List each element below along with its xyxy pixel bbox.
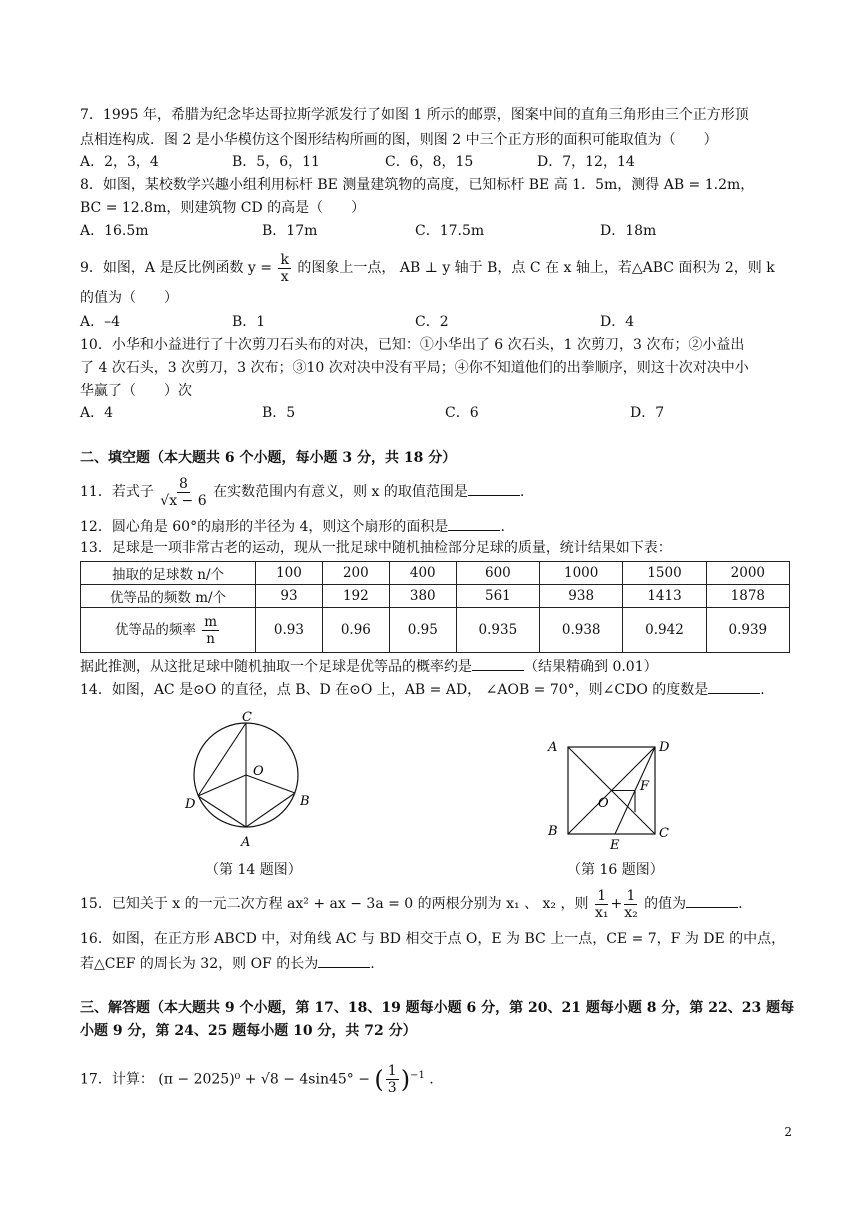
q17-left-paren: ( <box>374 1065 384 1094</box>
q11-frac-num: 8 <box>179 475 188 492</box>
q9-option-b: B．1 <box>232 314 266 330</box>
q7-line2: 点相连构成．图 2 是小华模仿这个图形结构所画的图，则图 2 中三个正方形的面积可能取值为（ ） <box>80 132 718 148</box>
fig16-label-f: F <box>640 779 650 794</box>
table-cell: 0.935 <box>456 608 539 653</box>
section3-heading-line1: 三、解答题（本大题共 9 个小题，第 17、18、19 题每小题 6 分，第 20、21 题每小题 8 分，第 22、23 题每 <box>80 1000 795 1016</box>
table-cell: 1000 <box>540 562 623 585</box>
q16-answer-blank <box>318 953 370 968</box>
table-row-m <box>81 585 790 608</box>
q12-line <box>80 516 505 537</box>
q10-option-b: B．5 <box>262 405 296 421</box>
q12-answer-blank <box>448 516 500 531</box>
table-cell: 0.939 <box>706 608 789 653</box>
q10-line1: 10．小华和小益进行了十次剪刀石头布的对决，已知：①小华出了 6 次石头，1 次剪刀，3 次布；②小益出 <box>80 337 745 353</box>
table-cell: 400 <box>389 562 456 585</box>
table-cell: 100 <box>256 562 323 585</box>
q13-after-text: 据此推测，从这批足球中随机抽取一个足球是优等品的概率约是 <box>80 659 472 675</box>
table-cell: 200 <box>322 562 389 585</box>
q12-text: 12．圆心角是 60°的扇形的半径为 4，则这个扇形的面积是 <box>80 519 449 535</box>
table-cell: 0.96 <box>322 608 389 653</box>
q17-frac-den: 3 <box>387 1080 397 1097</box>
q7-line1: 7．1995 年，希腊为纪念毕达哥拉斯学派发行了如图 1 所示的邮票，图案中间的直角三角形由三个正方形顶 <box>80 107 749 123</box>
table-row-frequency <box>81 608 790 653</box>
q11-end: . <box>519 484 525 500</box>
q8-option-d: D．18m <box>600 223 657 239</box>
table-row-n <box>81 562 790 585</box>
q7-option-c: C．6，8，15 <box>385 154 474 170</box>
fig14-label-d: D <box>185 797 196 812</box>
table-frac-den: n <box>206 630 215 647</box>
frequency-table <box>80 561 790 653</box>
q17-expr: (π − 2025)⁰ + √8 − 4sin45° − <box>158 1071 370 1088</box>
q9-line1-pre: 9．如图，A 是反比例函数 y = <box>80 260 273 276</box>
table-cell: 938 <box>540 585 623 608</box>
table-cell: 1413 <box>623 585 706 608</box>
q8-line2: BC = 12.8m，则建筑物 CD 的高是（ ） <box>80 200 366 216</box>
fig16-label-d: D <box>659 740 670 755</box>
q9-line1-post: 的图象上一点， AB ⊥ y 轴于 B，点 C 在 x 轴上，若△ABC 面积为 2，则 k <box>297 260 775 276</box>
fig16-label-o: O <box>598 796 609 811</box>
section3-heading-line2: 小题 9 分，第 24、25 题每小题 10 分，共 72 分） <box>80 1023 417 1039</box>
q14-answer-blank <box>708 679 760 694</box>
fig16-label-a: A <box>548 740 558 755</box>
q13-after <box>80 656 658 677</box>
table-cell: 93 <box>256 585 323 608</box>
q14-text: 14．如图，AC 是⊙O 的直径，点 B、D 在⊙O 上，AB = AD， ∠AOB = 70°，则∠CDO 的度数是 <box>80 682 709 698</box>
q9-frac-den: x <box>280 268 289 285</box>
table-cell: 561 <box>456 585 539 608</box>
q16-line2-text: 若△CEF 的周长为 32，则 OF 的长为 <box>80 956 319 972</box>
q11-pre: 11．若式子 <box>80 484 154 500</box>
q17-right-paren: ) <box>400 1065 411 1094</box>
table-cell: 0.93 <box>256 608 323 653</box>
table-frac-num: m <box>204 613 218 630</box>
q9-option-c: C．2 <box>415 314 449 330</box>
q9-option-a: A．–4 <box>80 314 121 330</box>
table-cell: 600 <box>456 562 539 585</box>
table-row-label: 优等品的频数 m/个 <box>81 585 256 608</box>
q14-line <box>80 679 765 700</box>
table-cell: 380 <box>389 585 456 608</box>
q8-option-b: B．17m <box>262 223 318 239</box>
q16-end: . <box>370 956 375 972</box>
fig14-caption: （第 14 题图） <box>205 862 302 878</box>
fig16-label-e: E <box>610 838 620 853</box>
q12-end: . <box>500 519 505 535</box>
table-cell: 0.938 <box>540 608 623 653</box>
q15-f2-num: 1 <box>626 887 636 904</box>
fig16-caption: （第 16 题图） <box>567 862 664 878</box>
q9-fraction <box>278 252 290 285</box>
section2-heading: 二、填空题（本大题共 6 个小题，每小题 3 分，共 18 分） <box>80 450 457 466</box>
q15-line <box>80 886 743 922</box>
fig14-label-c: C <box>242 710 252 725</box>
figure-14-circle <box>170 705 340 855</box>
q15-fraction-2 <box>624 888 638 921</box>
q10-line2: 了 4 次石头，3 次剪刀，3 次布；③10 次对决中没有平局；④你不知道他们的出拳顺序，则这十次对决中小 <box>80 360 749 376</box>
q16-line1: 16．如图，在正方形 ABCD 中，对角线 AC 与 BD 相交于点 O，E 为 BC 上一点，CE = 7，F 为 DE 的中点， <box>80 931 786 947</box>
q10-option-d: D．7 <box>630 405 665 421</box>
q15-f1-num: 1 <box>597 887 607 904</box>
q11-answer-blank <box>468 481 520 496</box>
table-cell: 2000 <box>706 562 789 585</box>
q13-text: 13．足球是一项非常古老的运动，现从一批足球中随机抽检部分足球的质量，统计结果如下表： <box>80 540 672 556</box>
q11-line <box>80 472 524 512</box>
fig14-label-b: B <box>300 794 310 809</box>
q15-fraction-1 <box>595 888 609 921</box>
q9-option-d: D．4 <box>600 314 635 330</box>
q17-fraction <box>386 1063 399 1096</box>
q15-post: 的值为 <box>644 896 687 912</box>
q8-line1: 8．如图，某校数学兴趣小组利用标杆 BE 测量建筑物的高度，已知标杆 BE 高 1．5m，测得 AB = 1.2m， <box>80 177 755 193</box>
q15-pre: 15．已知关于 x 的一元二次方程 ax² + ax − 3a = 0 的两根分别为 x₁ 、 x₂ ，则 <box>80 896 589 912</box>
q11-fraction <box>160 476 206 509</box>
q9-line2: 的值为（ ） <box>80 290 178 306</box>
q15-f2-den: x₂ <box>624 904 638 921</box>
q11-post: 在实数范围内有意义，则 x 的取值范围是 <box>213 484 468 500</box>
table-cell: 0.95 <box>389 608 456 653</box>
q17-pre: 17．计算： <box>80 1071 154 1088</box>
table-row3-label-text: 优等品的频率 <box>114 621 196 638</box>
q14-end: . <box>760 682 765 698</box>
q15-end: . <box>738 896 743 912</box>
q7-option-b: B．5，6，11 <box>232 154 320 170</box>
q9-frac-num: k <box>280 251 289 268</box>
q15-answer-blank <box>686 893 738 908</box>
q13-after-end: （结果精确到 0.01） <box>524 659 658 675</box>
q15-plus: + <box>610 896 623 912</box>
table-cell: 0.942 <box>623 608 706 653</box>
table-cell: 192 <box>322 585 389 608</box>
table-row-label <box>81 608 256 653</box>
q17-line <box>80 1054 434 1102</box>
table-cell: 1500 <box>623 562 706 585</box>
q7-option-d: D．7，12，14 <box>537 154 635 170</box>
q10-option-c: C．6 <box>445 405 479 421</box>
fig16-label-c: C <box>659 826 669 841</box>
q13-answer-blank <box>472 656 524 671</box>
q15-f1-den: x₁ <box>594 904 609 921</box>
page-number: 2 <box>784 1125 792 1139</box>
q7-option-a: A．2，3，4 <box>80 154 159 170</box>
table-row3-fraction <box>202 614 219 647</box>
figure-16-square <box>540 735 680 855</box>
q8-option-a: A．16.5m <box>80 223 149 239</box>
table-row-label: 抽取的足球数 n/个 <box>81 562 256 585</box>
q17-end: . <box>429 1071 434 1088</box>
q10-line3: 华赢了（ ）次 <box>80 383 192 399</box>
q11-frac-den: √x − 6 <box>160 492 207 509</box>
fig16-label-b: B <box>548 824 558 839</box>
q16-line2 <box>80 953 375 974</box>
q8-option-c: C．17.5m <box>415 223 485 239</box>
q17-exponent: −1 <box>410 1070 425 1081</box>
table-cell: 1878 <box>706 585 789 608</box>
q10-option-a: A．4 <box>80 405 114 421</box>
fig14-label-a: A <box>241 835 251 850</box>
q9-line1 <box>80 250 775 286</box>
fig14-label-o: O <box>253 764 264 779</box>
q17-frac-num: 1 <box>387 1063 397 1080</box>
